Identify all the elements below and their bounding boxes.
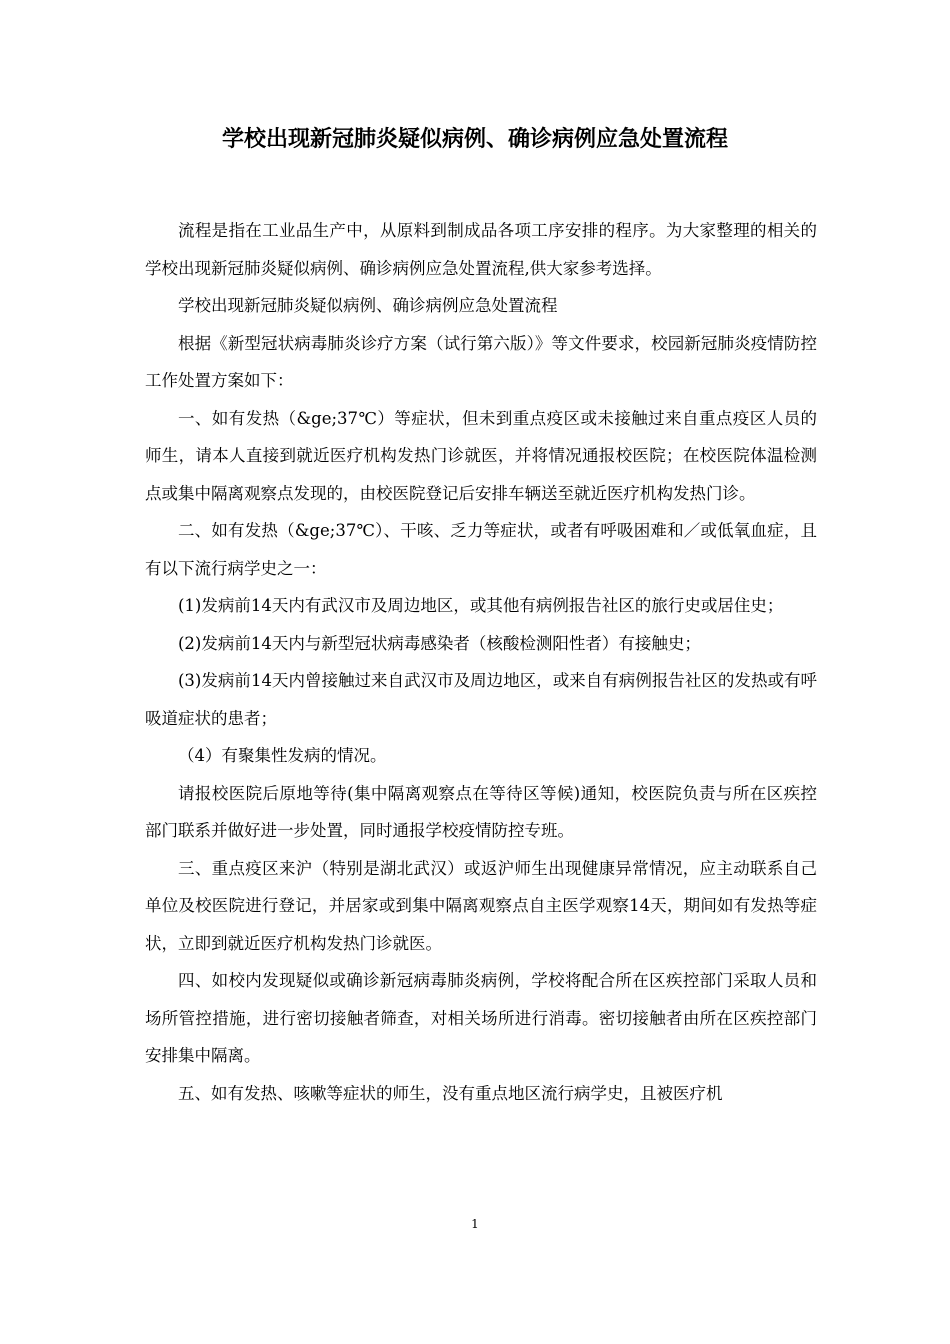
page-number: 1: [471, 1217, 479, 1231]
paragraph-item-5: 五、如有发热、咳嗽等症状的师生，没有重点地区流行病学史，且被医疗机: [178, 1083, 723, 1103]
paragraph-item-3: 三、重点疫区来沪（特别是湖北武汉）或返沪师生出现健康异常情况，应主动联系自己单位及校医院进行登记，并居家或到集中隔离观察点自主医学观察14天，期间如有发热等症状，立即到就近医疗机构发热门诊就医。: [145, 858, 817, 953]
paragraph-item-2: 二、如有发热（&ge;37℃）、干咳、乏力等症状，或者有呼吸困难和／或低氧血症，且有以下流行病学史之一：: [145, 521, 817, 578]
paragraph-basis: 根据《新型冠状病毒肺炎诊疗方案（试行第六版）》等文件要求，校园新冠肺炎疫情防控工作处置方案如下：: [145, 333, 817, 390]
paragraph-item-1: 一、如有发热（&ge;37℃）等症状，但未到重点疫区或未接触过来自重点疫区人员的师生，请本人直接到就近医疗机构发热门诊就医，并将情况通报校医院；在校医院体温检测点或集中隔离观察点发现的，由校医院登记后安排车辆送至就近医疗机构发热门诊。: [145, 408, 817, 503]
document-body: [145, 212, 817, 1112]
paragraph-item-4: 四、如校内发现疑似或确诊新冠病毒肺炎病例，学校将配合所在区疾控部门采取人员和场所管控措施，进行密切接触者筛查，对相关场所进行消毒。密切接触者由所在区疾控部门安排集中隔离。: [145, 971, 817, 1065]
paragraph-report-instruction: 请报校医院后原地等待(集中隔离观察点在等待区等候)通知，校医院负责与所在区疾控部门联系并做好进一步处置，同时通报学校疫情防控专班。: [145, 783, 817, 840]
paragraph-subtitle: 学校出现新冠肺炎疑似病例、确诊病例应急处置流程: [178, 296, 558, 315]
paragraph-subitem-1: (1)发病前14天内有武汉市及周边地区，或其他有病例报告社区的旅行史或居住史；: [178, 596, 784, 615]
paragraph-subitem-4: （4）有聚集性发病的情况。: [178, 746, 387, 765]
paragraph-intro: 流程是指在工业品生产中，从原料到制成品各项工序安排的程序。为大家整理的相关的学校出现新冠肺炎疑似病例、确诊病例应急处置流程,供大家参考选择。: [145, 221, 817, 278]
paragraph-subitem-2: (2)发病前14天内与新型冠状病毒感染者（核酸检测阳性者）有接触史；: [178, 633, 701, 653]
document-title: 学校出现新冠肺炎疑似病例、确诊病例应急处置流程: [221, 126, 728, 152]
paragraph-subitem-3: (3)发病前14天内曾接触过来自武汉市及周边地区，或来自有病例报告社区的发热或有呼吸道症状的患者；: [145, 671, 817, 728]
